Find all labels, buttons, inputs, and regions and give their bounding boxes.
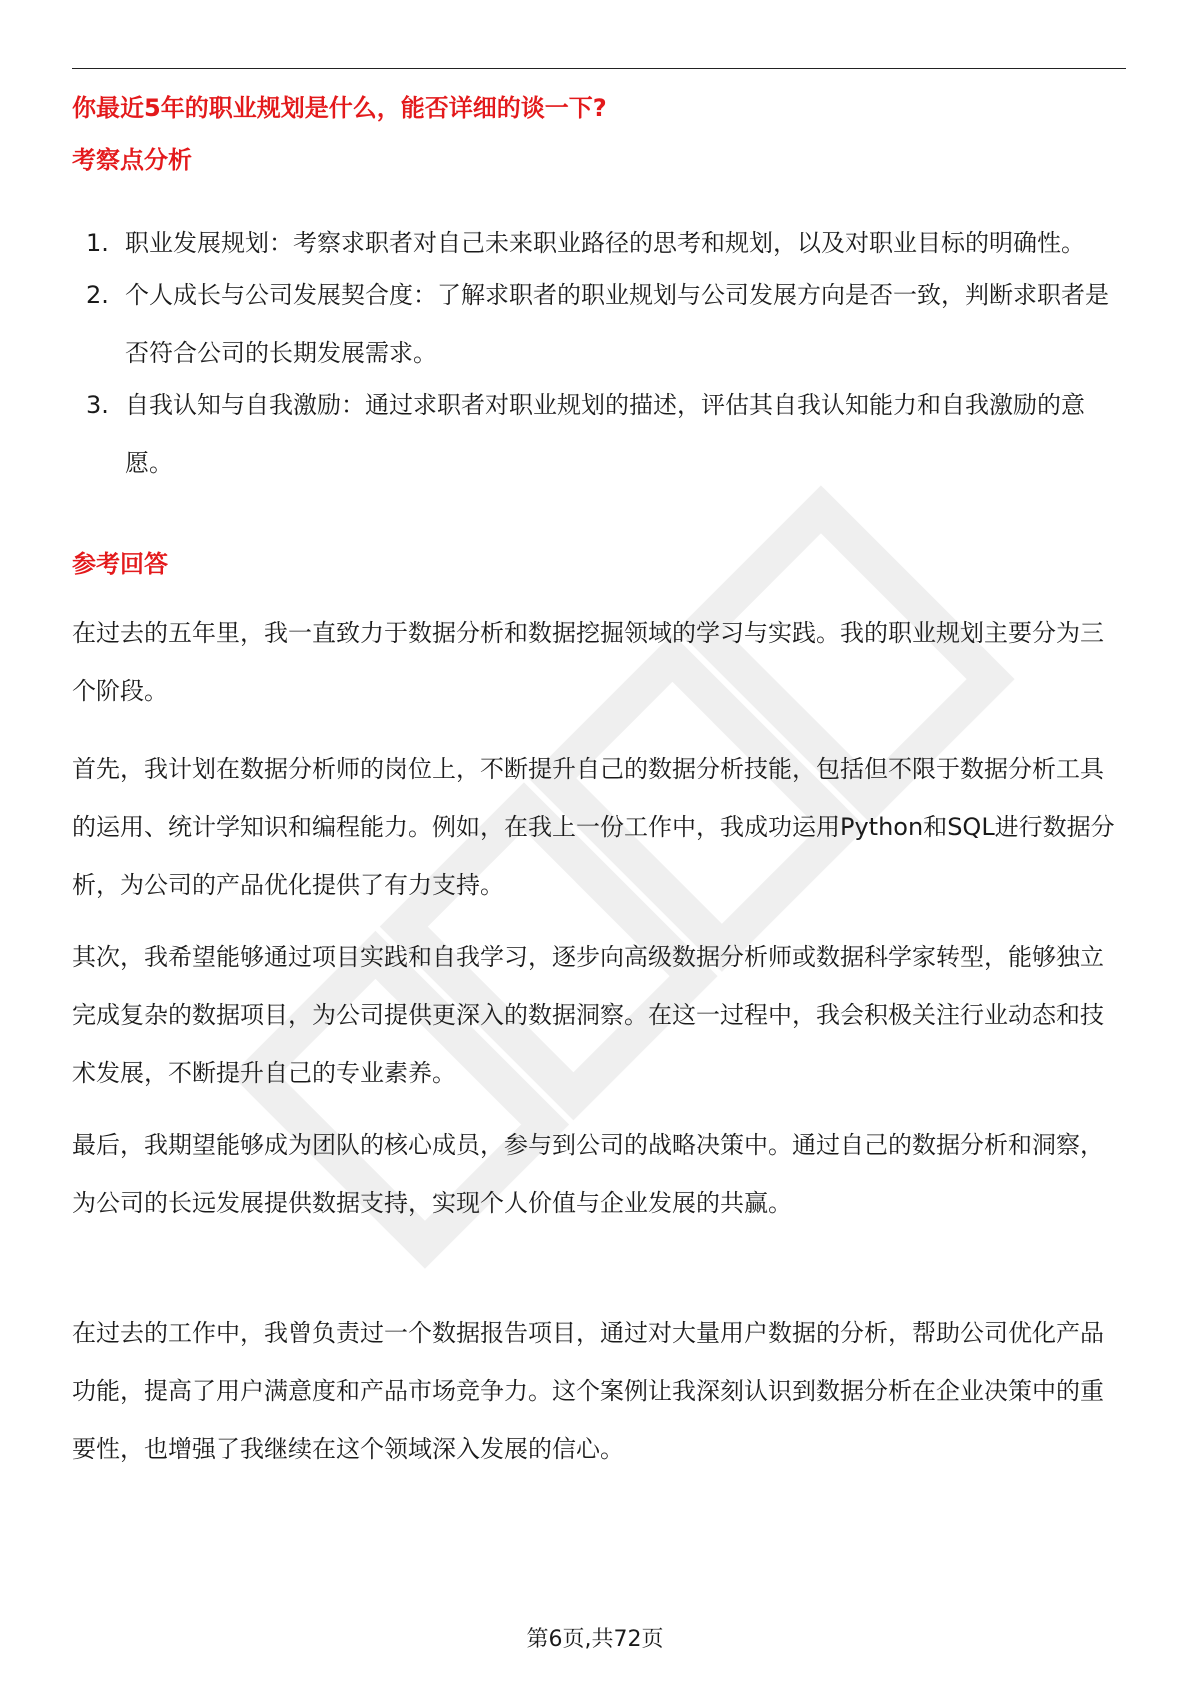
header-rule [72, 68, 1126, 69]
list-item-number: 3. [86, 391, 109, 419]
list-item [72, 376, 1126, 492]
answer-paragraph: 最后，我期望能够成为团队的核心成员，参与到公司的战略决策中。通过自己的数据分析和洞察，为公司的长远发展提供数据支持，实现个人价值与企业发展的共赢。 [72, 1131, 1104, 1217]
answer-paragraph: 在过去的五年里，我一直致力于数据分析和数据挖掘领域的学习与实践。我的职业规划主要分为三个阶段。 [72, 619, 1104, 705]
list-item-text: 职业发展规划：考察求职者对自己未来职业路径的思考和规划，以及对职业目标的明确性。 [125, 229, 1085, 257]
analysis-list [72, 214, 1126, 492]
list-item-number: 1. [86, 229, 109, 257]
list-item [72, 266, 1126, 382]
list-item-text: 自我认知与自我激励：通过求职者对职业规划的描述，评估其自我认知能力和自我激励的意愿。 [125, 391, 1085, 477]
page-number: 第6页,共72页 [526, 1627, 664, 1652]
reference-heading: 参考回答 [72, 550, 168, 578]
list-item-number: 2. [86, 281, 109, 309]
answer-paragraph: 首先，我计划在数据分析师的岗位上，不断提升自己的数据分析技能，包括但不限于数据分析工具的运用、统计学知识和编程能力。例如，在我上一份工作中，我成功运用Python和SQL进行数据分析，为公司的产品优化提供了有力支持。 [72, 755, 1115, 899]
list-item-text: 个人成长与公司发展契合度：了解求职者的职业规划与公司发展方向是否一致，判断求职者是否符合公司的长期发展需求。 [125, 281, 1109, 367]
question-title: 你最近5年的职业规划是什么，能否详细的谈一下? [72, 94, 607, 122]
analysis-heading: 考察点分析 [72, 146, 192, 174]
answer-paragraph: 在过去的工作中，我曾负责过一个数据报告项目，通过对大量用户数据的分析，帮助公司优化产品功能，提高了用户满意度和产品市场竞争力。这个案例让我深刻认识到数据分析在企业决策中的重要性，也增强了我继续在这个领域深入发展的信心。 [72, 1319, 1104, 1463]
answer-paragraph: 其次，我希望能够通过项目实践和自我学习，逐步向高级数据分析师或数据科学家转型，能够独立完成复杂的数据项目，为公司提供更深入的数据洞察。在这一过程中，我会积极关注行业动态和技术发展，不断提升自己的专业素养。 [72, 943, 1104, 1087]
list-item [72, 214, 1126, 272]
